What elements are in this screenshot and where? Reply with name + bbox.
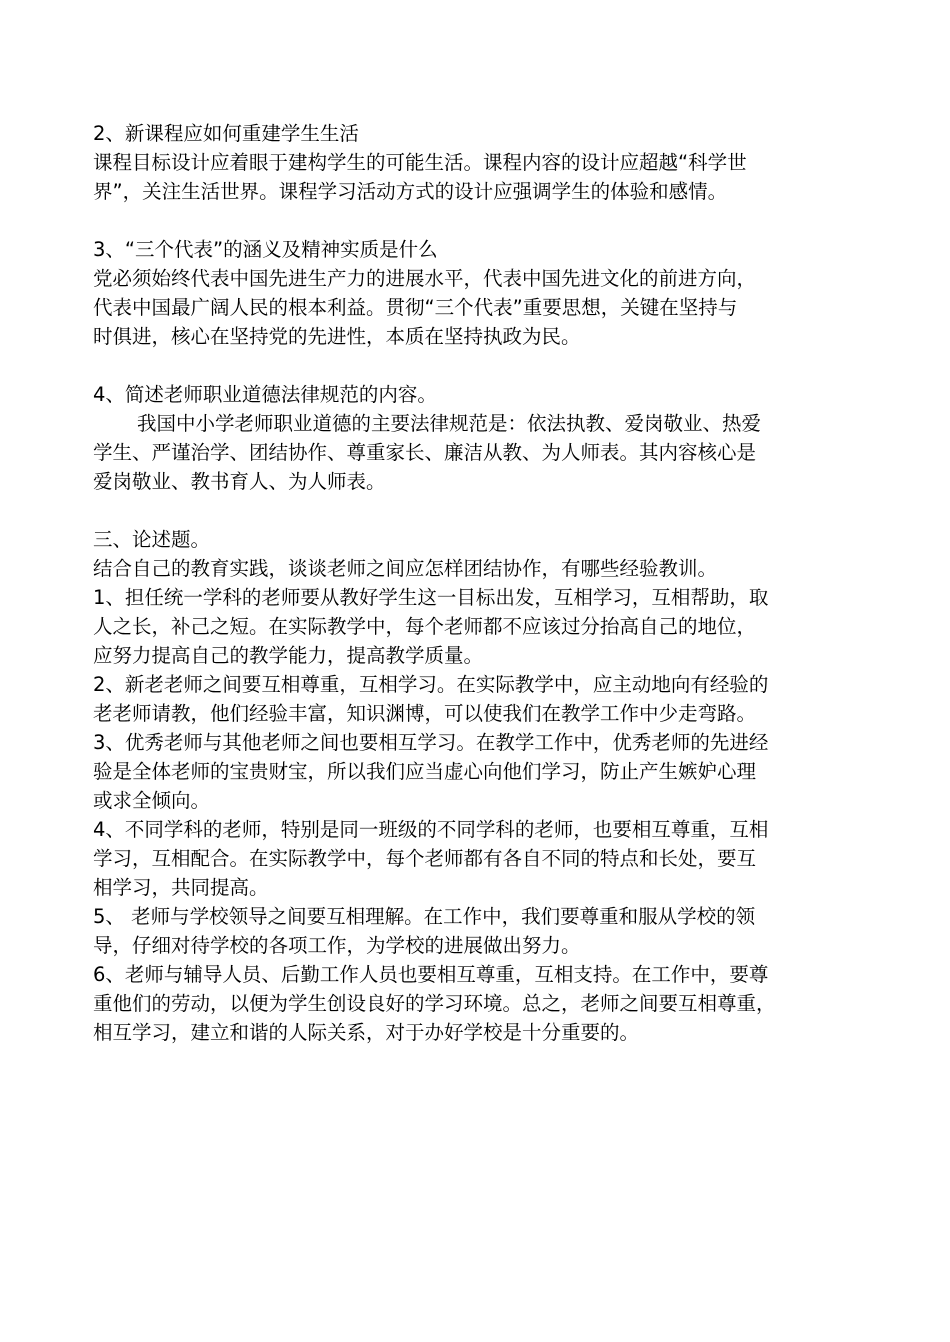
question-title: 4、简述老师职业道德法律规范的内容。 bbox=[93, 383, 437, 406]
question-title: 3、“三个代表”的涵义及精神实质是什么 bbox=[93, 238, 438, 261]
paragraph-gap bbox=[93, 351, 883, 380]
essay-line: 验是全体老师的宝贵财宝，所以我们应当虚心向他们学习，防止产生嫉妒心理 bbox=[93, 760, 757, 783]
question-3 bbox=[93, 235, 883, 351]
answer-line: 课程目标设计应着眼于建构学生的可能生活。课程内容的设计应超越“科学世 bbox=[93, 151, 747, 174]
essay-line: 老老师请教，他们经验丰富，知识渊博，可以使我们在教学工作中少走弯路。 bbox=[93, 702, 757, 725]
essay-line: 1、担任统一学科的老师要从教好学生这一目标出发，互相学习，互相帮助，取 bbox=[93, 586, 769, 609]
paragraph-gap bbox=[93, 496, 883, 525]
essay-line: 6、老师与辅导人员、后勤工作人员也要相互尊重，互相支持。在工作中，要尊 bbox=[93, 963, 769, 986]
essay-line: 学习，互相配合。在实际教学中，每个老师都有各自不同的特点和长处，要互 bbox=[93, 847, 757, 870]
essay-line: 3、优秀老师与其他老师之间也要相互学习。在教学工作中，优秀老师的先进经 bbox=[93, 731, 769, 754]
essay-section bbox=[93, 525, 883, 1047]
essay-line: 2、新老老师之间要互相尊重，互相学习。在实际教学中，应主动地向有经验的 bbox=[93, 673, 769, 696]
essay-line: 5、 老师与学校领导之间要互相理解。在工作中，我们要尊重和服从学校的领 bbox=[93, 905, 756, 928]
essay-line: 导，仔细对待学校的各项工作，为学校的进展做出努力。 bbox=[93, 934, 581, 957]
essay-line: 相学习，共同提高。 bbox=[93, 876, 269, 899]
essay-line: 人之长，补己之短。在实际教学中，每个老师都不应该过分抬高自己的地位， bbox=[93, 615, 757, 638]
essay-line: 或求全倾向。 bbox=[93, 789, 211, 812]
question-2 bbox=[93, 119, 883, 206]
essay-line: 相互学习，建立和谐的人际关系，对于办好学校是十分重要的。 bbox=[93, 1021, 640, 1044]
answer-line: 时俱进，核心在坚持党的先进性，本质在坚持执政为民。 bbox=[93, 325, 581, 348]
paragraph-gap bbox=[93, 206, 883, 235]
answer-line: 党必须始终代表中国先进生产力的进展水平，代表中国先进文化的前进方向， bbox=[93, 267, 757, 290]
answer-line: 学生、严谨治学、团结协作、尊重家长、廉洁从教、为人师表。其内容核心是 bbox=[93, 441, 757, 464]
answer-line: 界”，关注生活世界。课程学习活动方式的设计应强调学生的体验和感情。 bbox=[93, 180, 728, 203]
essay-line: 4、不同学科的老师，特别是同一班级的不同学科的老师，也要相互尊重，互相 bbox=[93, 818, 769, 841]
answer-line: 我国中小学老师职业道德的主要法律规范是：依法执教、爱岗敬业、热爱 bbox=[137, 412, 762, 435]
answer-line: 爱岗敬业、教书育人、为人师表。 bbox=[93, 470, 386, 493]
essay-line: 重他们的劳动，以便为学生创设良好的学习环境。总之，老师之间要互相尊重， bbox=[93, 992, 776, 1015]
essay-prompt: 结合自己的教育实践，谈谈老师之间应怎样团结协作，有哪些经验教训。 bbox=[93, 557, 718, 580]
question-title: 2、新课程应如何重建学生生活 bbox=[93, 122, 359, 145]
section-heading: 三、论述题。 bbox=[93, 528, 211, 551]
essay-line: 应努力提高自己的教学能力，提高教学质量。 bbox=[93, 644, 484, 667]
answer-line: 代表中国最广阔人民的根本利益。贯彻“三个代表”重要思想，关键在坚持与 bbox=[93, 296, 738, 319]
document-page bbox=[93, 119, 883, 1047]
question-4 bbox=[93, 380, 883, 496]
